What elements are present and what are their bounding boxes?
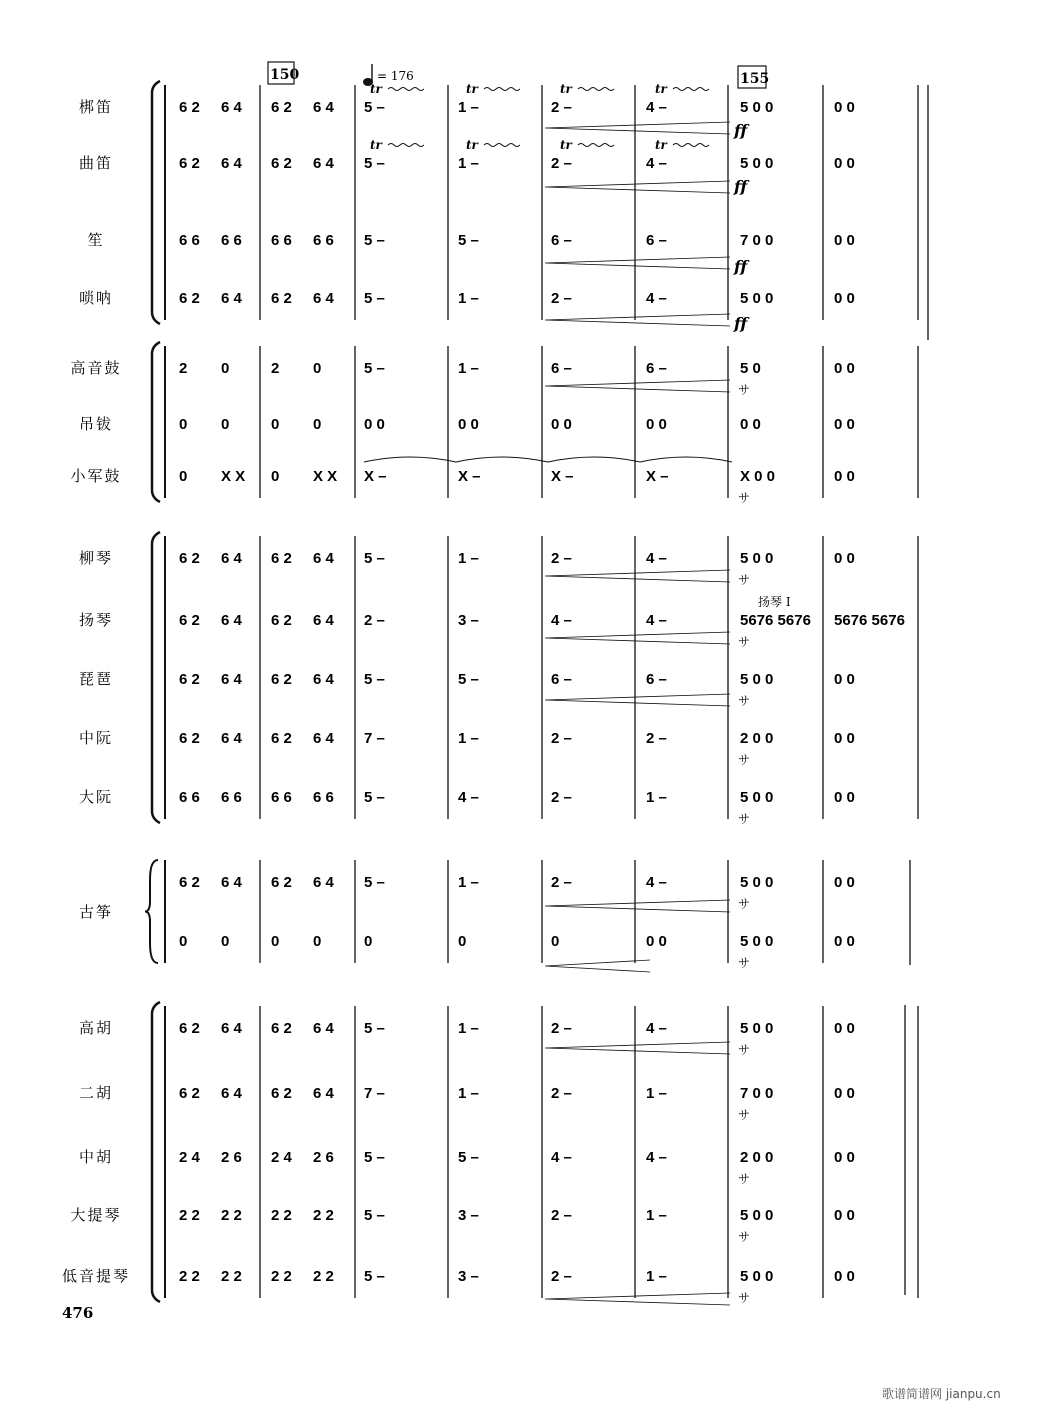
note-cell: 0 0 [834,1207,855,1224]
note-cell: 6 2 [179,671,200,688]
note-cell: 6 2 [271,290,292,307]
note-cell: 5 0 0 [740,550,774,567]
note-cell: 0 [221,360,230,377]
note-cell: 6 4 [221,874,242,891]
note-cell: 6 4 [221,550,242,567]
instrument-label: 扬琴 [78,611,114,629]
note-cell: 6 2 [271,1020,292,1037]
note-cell: 2 2 [179,1207,200,1224]
note-cell: 0 [179,416,188,433]
note-cell: 0 [313,416,322,433]
note-cell: 6 – [646,232,667,249]
crescendo-hairpin [545,1042,730,1054]
note-cell: 5 – [458,232,479,249]
note-cell: 0 [221,933,230,950]
trill-mark: tr [560,82,572,96]
note-cell: 6 2 [179,1085,200,1102]
note-cell: 1 – [458,874,479,891]
staff-mark: サ [738,1043,751,1057]
note-cell: 2 2 [221,1207,242,1224]
staff-mark: サ [738,812,751,826]
note-cell: 5 – [364,232,385,249]
note-cell: 0 0 [834,1020,855,1037]
note-cell: 2 – [551,874,572,891]
note-cell: 6 2 [271,874,292,891]
instrument-label: 中胡 [78,1148,114,1166]
barlines-and-brackets [145,81,928,1305]
note-cell: 0 0 [834,550,855,567]
note-cell: 0 0 [551,416,572,433]
note-cell: 2 – [551,1268,572,1285]
note-cell: 5 – [458,1149,479,1166]
trill-wave [673,88,709,91]
note-cell: 5 0 [740,360,761,377]
note-cell: 0 0 [834,1268,855,1285]
note-cell: 5 – [364,99,385,116]
note-cell: 0 [364,933,373,950]
trill-wave [388,88,424,91]
note-cell: 6 4 [221,612,242,629]
note-cell: 2 – [551,789,572,806]
note-cell: 6 2 [179,874,200,891]
note-cell: 6 – [646,671,667,688]
note-cell: 0 0 [834,360,855,377]
note-cell: 0 0 [834,789,855,806]
note-cell: 6 6 [221,232,242,249]
note-cell: 6 4 [313,290,334,307]
note-cell: 6 – [551,671,572,688]
note-cell: 2 – [551,1020,572,1037]
note-cell: 6 4 [221,155,242,172]
note-cell: 5 – [364,789,385,806]
instrument-label: 大阮 [78,788,114,806]
note-cell: 6 4 [221,671,242,688]
note-cell: 5 – [364,290,385,307]
staff-mark: サ [738,1172,751,1186]
note-cell: 1 – [458,550,479,567]
note-cell: 2 2 [179,1268,200,1285]
note-cell: 6 6 [313,789,334,806]
instrument-label: 曲笛 [78,154,114,172]
staff-mark: サ [738,635,751,649]
note-cell: 5 0 0 [740,874,774,891]
note-cell: 6 2 [271,612,292,629]
staff-mark: サ [738,1108,751,1122]
note-cell: 4 – [646,550,667,567]
trill-mark: tr [655,82,667,96]
note-cell: 5 – [458,671,479,688]
note-cell: 7 – [364,1085,385,1102]
note-cell: 0 [313,360,322,377]
note-cell: X X [221,468,246,485]
note-cell: 5 – [364,671,385,688]
note-cell: 5676 5676 [740,612,811,629]
note-cell: 2 [179,360,188,377]
note-cell: 0 [179,468,188,485]
note-cell: 5 0 0 [740,1207,774,1224]
note-cell: 2 6 [221,1149,242,1166]
note-cell: 2 – [551,730,572,747]
crescendo-hairpin [545,694,730,706]
note-cell: 0 [551,933,560,950]
instrument-label: 笙 [87,231,105,249]
note-cell: 0 0 [740,416,761,433]
staff-mark: サ [738,491,751,505]
note-cell: 0 0 [834,416,855,433]
note-cell: 2 – [551,155,572,172]
note-cell: 2 4 [179,1149,200,1166]
note-cell: 5 – [364,874,385,891]
rehearsal-mark-150: 150 [270,67,300,83]
note-cell: 6 2 [179,550,200,567]
note-cell: 0 [313,933,322,950]
note-cell: 4 – [646,290,667,307]
note-cell: 5 – [364,1207,385,1224]
note-cell: X 0 0 [740,468,776,485]
note-cell: 2 [271,360,280,377]
group-bracket [152,1002,160,1302]
note-cell: 5 – [364,155,385,172]
crescendo-hairpin [545,122,730,134]
note-cell: 0 0 [834,290,855,307]
group-bracket [152,342,160,502]
note-cell: 3 – [458,1207,479,1224]
crescendo-hairpin [545,181,730,193]
note-cell: 4 – [646,1149,667,1166]
note-cell: 1 – [646,1268,667,1285]
note-cell: 5676 5676 [834,612,905,629]
note-cell: 2 2 [313,1207,334,1224]
trill-mark: tr [466,82,478,96]
crescendo-hairpin [545,380,730,392]
note-cell: 6 4 [221,1085,242,1102]
note-cell: 5 0 0 [740,290,774,307]
staff-mark: サ [738,956,751,970]
note-cell: 6 2 [271,550,292,567]
note-cell: 5 0 0 [740,1020,774,1037]
note-cell: 1 – [458,1020,479,1037]
note-cell: 6 2 [179,1020,200,1037]
note-cell: 1 – [458,155,479,172]
note-cell: 0 [458,933,467,950]
note-cell: 2 4 [271,1149,292,1166]
note-cell: 0 0 [834,874,855,891]
note-cell: 0 0 [834,933,855,950]
note-cell: 0 0 [834,99,855,116]
note-cell: 6 4 [221,290,242,307]
dynamic-ff-4: ff [734,314,748,333]
instrument-label: 梆笛 [78,98,114,116]
note-cell: 2 0 0 [740,1149,774,1166]
dynamic-ff-1: ff [734,121,748,140]
note-cell: 2 2 [313,1268,334,1285]
note-cell: 3 – [458,1268,479,1285]
note-cell: 6 2 [179,730,200,747]
note-cell: 6 2 [179,99,200,116]
note-cell: 6 4 [221,1020,242,1037]
trill-mark: tr [560,138,572,152]
note-cell: 0 0 [834,671,855,688]
note-cell: 1 – [458,360,479,377]
note-cell: 5 – [364,550,385,567]
group-bracket [152,81,160,324]
note-cell: 6 6 [271,232,292,249]
note-cell: 0 0 [646,933,667,950]
crescendo-hairpin [545,570,730,582]
trill-mark: tr [466,138,478,152]
note-cell: 6 2 [271,730,292,747]
trill-wave [578,88,614,91]
note-cell: 6 4 [313,730,334,747]
note-cell: 2 – [551,290,572,307]
instrument-label: 中阮 [78,729,114,747]
note-cell: 0 0 [834,232,855,249]
note-cell: 6 2 [271,671,292,688]
group-bracket [152,532,160,823]
instrument-label: 古筝 [78,903,114,921]
note-cell: 6 2 [179,155,200,172]
note-cell: 6 4 [221,730,242,747]
note-cell: 6 4 [313,550,334,567]
note-cell: 2 – [551,1207,572,1224]
note-cell: 6 6 [179,789,200,806]
staff-mark: サ [738,753,751,767]
note-cell: 4 – [646,99,667,116]
note-cell: 0 [221,416,230,433]
tempo-value: = 176 [377,69,414,83]
note-cell: 4 – [551,612,572,629]
note-cell: 2 – [551,99,572,116]
crescendo-hairpin [545,900,730,912]
instrument-label: 高胡 [78,1019,114,1037]
instrument-label: 吊钹 [78,415,114,433]
note-cell: 1 – [646,1085,667,1102]
note-cell: 0 0 [364,416,385,433]
note-cell: 6 4 [313,671,334,688]
note-cell: 0 0 [458,416,479,433]
note-cell: 2 2 [221,1268,242,1285]
instrument-label: 二胡 [78,1084,114,1102]
note-cell: 6 4 [313,99,334,116]
note-cell: 5 0 0 [740,99,774,116]
crescendo-hairpin [545,1293,730,1305]
note-cell: 0 0 [834,155,855,172]
note-cell: 2 2 [271,1207,292,1224]
page-number: 476 [62,1304,94,1322]
cue-text: 扬琴 I [758,595,791,609]
note-cell: 2 – [364,612,385,629]
note-cell: 7 0 0 [740,232,774,249]
note-cell: 4 – [646,1020,667,1037]
crescendo-hairpin [545,257,730,269]
staff-mark: サ [738,1291,751,1305]
rehearsal-mark-155: 155 [740,71,770,87]
instrument-label: 小军鼓 [70,467,122,485]
dynamic-ff-2: ff [734,177,748,196]
note-cell: X – [646,468,669,485]
note-cell: 7 0 0 [740,1085,774,1102]
note-cell: X – [458,468,481,485]
note-cell: X X [313,468,338,485]
note-cell: 5 – [364,1020,385,1037]
note-cell: 6 2 [179,612,200,629]
instrument-label: 高音鼓 [70,359,122,377]
note-cell: 5 0 0 [740,933,774,950]
instrument-label: 唢呐 [78,289,114,307]
note-cell: 2 – [646,730,667,747]
note-cell: 4 – [551,1149,572,1166]
note-cell: 2 2 [271,1268,292,1285]
trill-mark: tr [370,138,382,152]
crescendo-hairpin [545,314,730,326]
note-cell: 6 4 [221,99,242,116]
note-cell: 0 0 [834,1085,855,1102]
note-cell: 2 6 [313,1149,334,1166]
note-cell: 6 2 [271,99,292,116]
crescendo-hairpin [545,960,650,972]
staff-mark: サ [738,573,751,587]
note-cell: 6 6 [271,789,292,806]
trill-markings [370,82,709,152]
note-cell: 5 – [364,360,385,377]
instrument-label: 柳琴 [78,549,114,567]
note-cell: 1 – [458,99,479,116]
instrument-label: 大提琴 [70,1206,122,1224]
note-cell: 6 4 [313,612,334,629]
staff-mark: サ [738,694,751,708]
note-cell: 4 – [458,789,479,806]
note-cell: 5 0 0 [740,1268,774,1285]
note-cell: 3 – [458,612,479,629]
note-cell: 1 – [458,730,479,747]
note-cell: 0 0 [834,468,855,485]
note-cell: 7 – [364,730,385,747]
note-cell: 1 – [646,789,667,806]
staff-mark: サ [738,383,751,397]
note-cell: 0 0 [834,730,855,747]
note-cell: 5 0 0 [740,155,774,172]
note-cell: 4 – [646,874,667,891]
note-cell: 6 2 [179,290,200,307]
note-cell: 1 – [458,1085,479,1102]
trill-wave [484,144,520,147]
note-cell: 1 – [646,1207,667,1224]
note-cell: 6 4 [313,1085,334,1102]
note-cell: 0 [271,468,280,485]
note-cell: 6 – [551,360,572,377]
watermark: 歌谱简谱网 jianpu.cn [882,1387,1001,1401]
note-cell: X – [364,468,387,485]
note-cell: 6 2 [271,155,292,172]
trill-mark: tr [655,138,667,152]
note-cell: 6 6 [221,789,242,806]
staff-mark: サ [738,1230,751,1244]
note-cell: 6 6 [313,232,334,249]
note-cell: 0 0 [646,416,667,433]
note-cell: 6 – [551,232,572,249]
note-cell: 0 [271,416,280,433]
note-cell: 5 – [364,1149,385,1166]
note-cell: X – [551,468,574,485]
staff-mark: サ [738,897,751,911]
instrument-label: 低音提琴 [61,1267,131,1285]
note-cell: 4 – [646,155,667,172]
group-brace [145,860,158,963]
note-cell: 5 0 0 [740,671,774,688]
note-cell: 5 – [364,1268,385,1285]
trill-wave [578,144,614,147]
crescendo-hairpin [545,632,730,644]
note-cell: 5 0 0 [740,789,774,806]
note-cell: 6 6 [179,232,200,249]
instrument-labels [62,98,130,1285]
note-cell: 2 0 0 [740,730,774,747]
trill-mark: tr [370,82,382,96]
note-cell: 6 – [646,360,667,377]
note-cell: 2 – [551,1085,572,1102]
tie-arc [364,457,732,462]
trill-wave [484,88,520,91]
instrument-label: 琵琶 [78,670,114,688]
note-cell: 0 0 [834,1149,855,1166]
note-cell: 0 [179,933,188,950]
note-cell: 4 – [646,612,667,629]
dynamic-ff-3: ff [734,257,748,276]
trill-wave [673,144,709,147]
note-cell: 1 – [458,290,479,307]
note-cell: 2 – [551,550,572,567]
note-cell: 6 4 [313,874,334,891]
note-cell: 6 4 [313,155,334,172]
trill-wave [388,144,424,147]
note-cell: 0 [271,933,280,950]
note-cell: 6 2 [271,1085,292,1102]
note-cell: 6 4 [313,1020,334,1037]
